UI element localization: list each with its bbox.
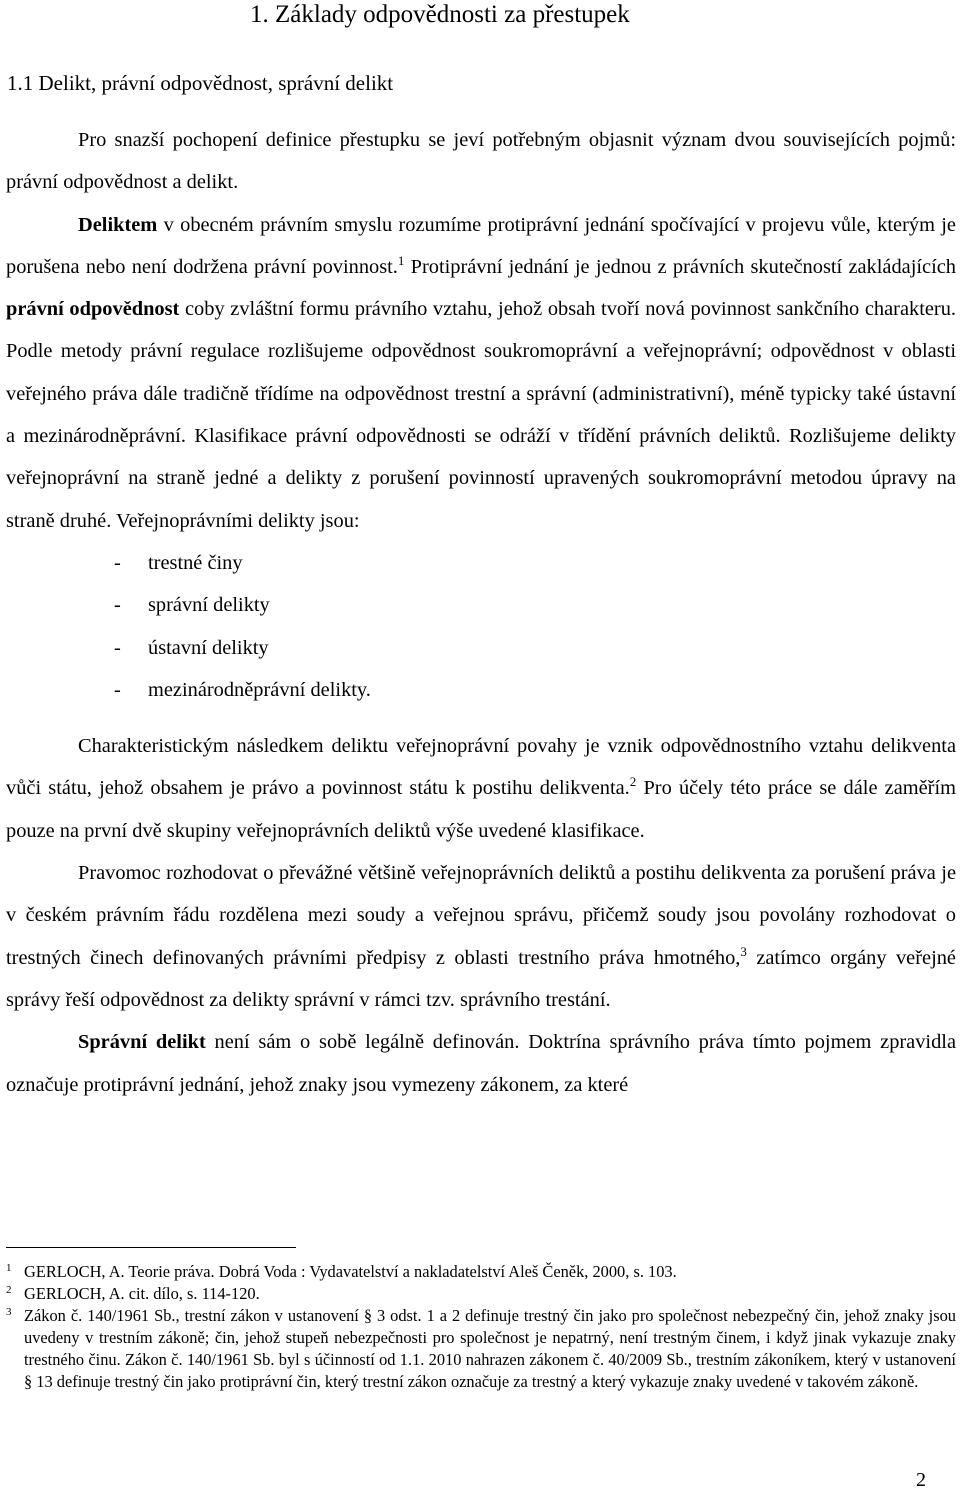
list-dash: - — [114, 636, 121, 659]
paragraph-nasledek-text-b: Pro účely této práce se dále zaměřím pouze na první dvě skupiny veřejnoprávních deliktů výše uvedené klasifikace. — [6, 777, 957, 842]
footnote-ref-2[interactable]: 2 — [629, 774, 637, 790]
list-item — [6, 627, 956, 669]
paragraph-pravomoc-text-b: zatímco orgány veřejné správy řeší odpovědnost za delikty správní v rámci tzv. správního trestání. — [6, 946, 956, 1011]
footnote-ref-3[interactable]: 3 — [740, 943, 747, 959]
footnote-number: 3 — [6, 1306, 12, 1318]
footnote — [6, 1305, 956, 1393]
footnote-ref-1[interactable]: 1 — [397, 252, 405, 268]
paragraph-nasledek-text-a: Charakteristickým následkem deliktu veřejnoprávní povahy je vznik odpovědnostního vztahu delikventa vůči státu, jehož obsahem je právo a povinnost státu k postihu delikventa. — [6, 735, 956, 800]
footnote-separator — [6, 1247, 296, 1248]
list-dash: - — [114, 678, 121, 701]
paragraph-nasledek — [6, 725, 956, 852]
footnote — [6, 1261, 956, 1283]
list-item — [6, 542, 956, 584]
paragraph-delikt-text-a: v obecném právním smyslu rozumíme protiprávní jednání spočívající v projevu vůle, kterým je porušena nebo není dodržena právní povinnost. — [6, 213, 956, 278]
paragraph-pravomoc-text-a: Pravomoc rozhodovat o převážné většině veřejnoprávních deliktů a postihu delikventa za porušení práva je v českém právním řádu rozdělena mezi soudy a veřejnou správu, přičemž soudy jsou povolány rozhodovat o trestných činech definovaných právními předpisy z oblasti trestního práva hmotného, — [6, 862, 956, 969]
footnote — [6, 1283, 956, 1305]
list-item-text: ústavní delikty — [148, 636, 269, 659]
footnote-text: Zákon č. 140/1961 Sb., trestní zákon v ustanovení § 3 odst. 1 a 2 definuje trestný čin jako pro společnost nebezpečný čin, jehož znaky jsou uvedeny v trestním zákoně; čin, jehož stupeň nebezpečnosti pro společnost je nepatrný, není trestným činem, i když jinak vykazuje znaky trestného činu. Zákon č. 140/1961 Sb. byl s účinností od 1.1. 2010 nahrazen zákonem č. 40/2009 Sb., trestním zákoníkem, který v ustanovení § 13 definuje trestný čin jako protiprávní čin, který trestní zákon označuje za trestný a který vykazuje znaky uvedené v takovém zákoně. — [24, 1306, 956, 1391]
list-item-text: trestné činy — [148, 551, 243, 574]
body-text — [6, 119, 956, 1106]
term-spravni-delikt: Správní delikt — [78, 1031, 206, 1054]
footnote-text: GERLOCH, A. cit. dílo, s. 114-120. — [24, 1284, 260, 1303]
list-item-text: mezinárodněprávní delikty. — [148, 678, 371, 701]
paragraph-delikt — [6, 204, 956, 542]
list-item — [6, 584, 956, 626]
list-dash: - — [114, 594, 121, 617]
list-dash: - — [114, 551, 121, 574]
footnote-number: 2 — [6, 1284, 12, 1296]
page-number: 2 — [916, 1469, 926, 1491]
section-title: 1.1 Delikt, právní odpovědnost, správní delikt — [7, 71, 394, 95]
paragraph-delikt-text-b: Protiprávní jednání je jednou z právních skutečností zakládajících — [404, 255, 956, 278]
paragraph-spravni-delikt — [6, 1021, 956, 1106]
footnote-text: GERLOCH, A. Teorie práva. Dobrá Voda : Vydavatelství a nakladatelství Aleš Čeněk, 2000, s. 103. — [24, 1262, 677, 1281]
footnotes — [6, 1261, 956, 1393]
footnote-number: 1 — [6, 1262, 12, 1274]
paragraph-spravni-delikt-text: není sám o sobě legálně definován. Doktrína správního práva tímto pojmem zpravidla označuje protiprávní jednání, jehož znaky jsou vymezeny zákonem, za které — [6, 1031, 957, 1096]
paragraph-delikt-text-c: coby zvláštní formu právního vztahu, jehož obsah tvoří nová povinnost sankčního charakteru. Podle metody právní regulace rozlišujeme odpovědnost soukromoprávní a veřejnoprávní; odpovědnost v oblasti veřejného práva dále tradičně třídíme na odpovědnost trestní a správní (administrativní), méně typicky také ústavní a mezinárodněprávní. Klasifikace právní odpovědnosti se odráží v třídění právních deliktů. Rozlišujeme delikty veřejnoprávní na straně jedné a delikty z porušení povinností upravených soukromoprávní metodou úpravy na straně druhé. Veřejnoprávními delikty jsou: — [6, 298, 956, 532]
term-delikt: Deliktem — [78, 213, 158, 236]
term-pravni-odpovednost: právní odpovědnost — [6, 298, 180, 321]
chapter-title: 1. Základy odpovědnosti za přestupek — [250, 1, 630, 28]
delikt-list — [6, 542, 956, 711]
list-item — [6, 669, 956, 711]
paragraph-intro: Pro snazší pochopení definice přestupku se jeví potřebným objasnit význam dvou souvisejících pojmů: právní odpovědnost a delikt. — [6, 129, 956, 194]
paragraph-pravomoc — [6, 852, 956, 1021]
list-item-text: správní delikty — [148, 594, 270, 617]
